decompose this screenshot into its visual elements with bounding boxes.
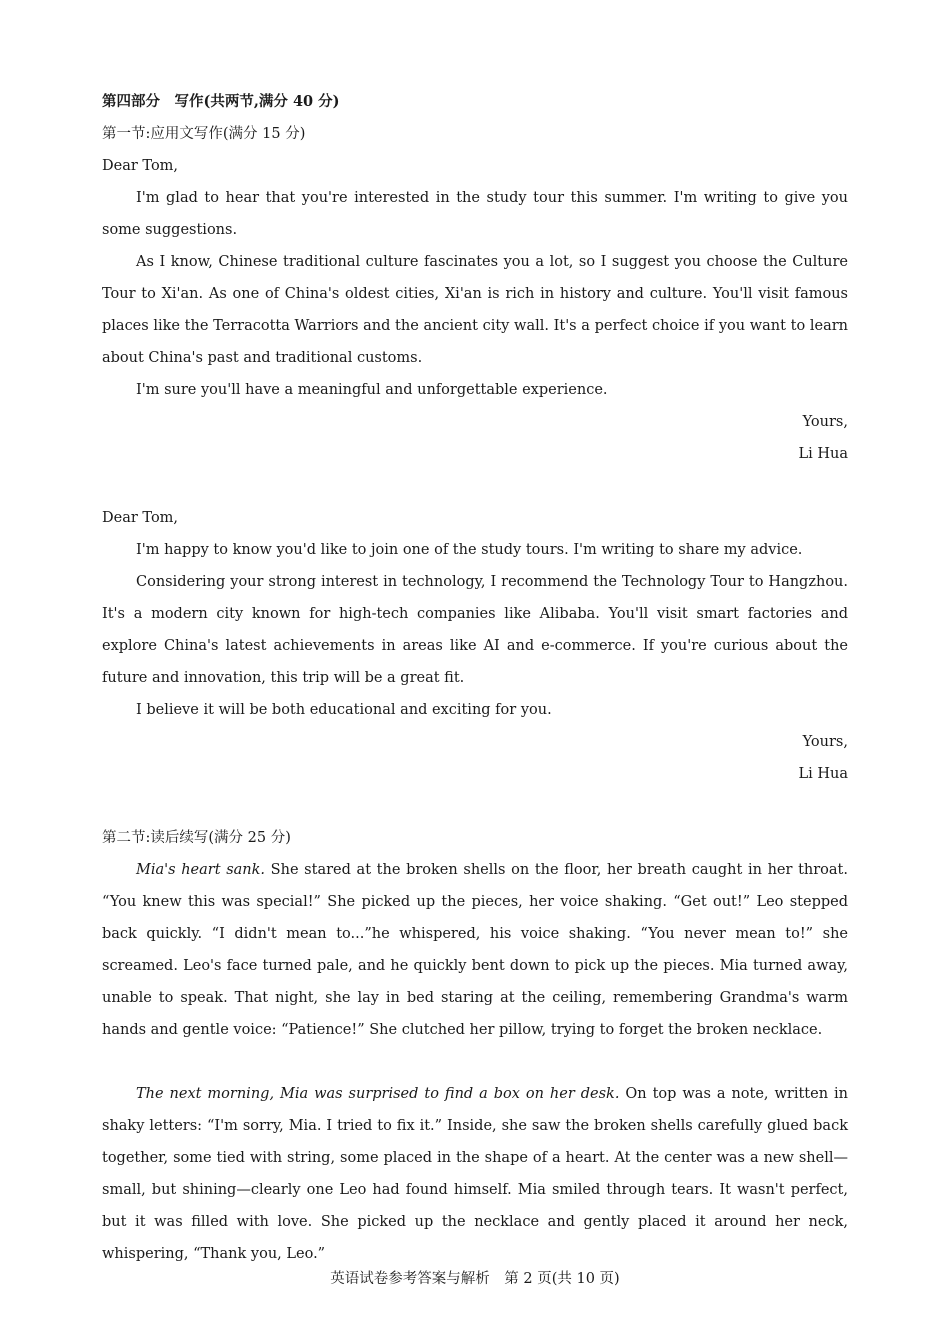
letter1-paragraph-2: As I know, Chinese traditional culture fascinates you a lot, so I suggest you choose the Culture Tour to Xi'an. As one of China's oldest cities, Xi'an is rich in history and culture. You'll visit famous places like the Terracotta Warriors and the ancient city wall. It's a perfect choice if you want to learn about China's past and traditional customs.: [102, 254, 848, 366]
letter1-signature: Li Hua: [798, 446, 848, 462]
story-paragraph-1: [102, 854, 848, 1046]
story-paragraph-1-lead: Mia's heart sank.: [136, 862, 266, 878]
letter1-paragraph-1: I'm glad to hear that you're interested in the study tour this summer. I'm writing to give you some suggestions.: [102, 190, 848, 238]
letter-2: [102, 502, 848, 790]
letter2-paragraph-1: I'm happy to know you'd like to join one of the study tours. I'm writing to share my advice.: [136, 542, 803, 558]
section-title: 第四部分 写作(共两节,满分 40 分): [102, 93, 340, 110]
letter2-closing: Yours,: [802, 734, 848, 750]
letter2-signature: Li Hua: [798, 766, 848, 782]
story-paragraph-2-body: On top was a note, written in shaky letters: “I'm sorry, Mia. I tried to fix it.” Inside, she saw the broken shells carefully glued back together, some tied with string, some placed in the shape of a heart. At the center was a new shell—small, but shining—clearly one Leo had found himself. Mia smiled through tears. It wasn't perfect, but it was filled with love. She picked up the necklace and gently placed it around her neck, whispering, “Thank you, Leo.”: [102, 1086, 848, 1262]
story-paragraph-1-body: She stared at the broken shells on the floor, her breath caught in her throat. “You knew this was special!” She picked up the pieces, her voice shaking. “Get out!” Leo stepped back quickly. “I didn't mean to...”he whispered, his voice shaking. “You never mean to!” she screamed. Leo's face turned pale, and he quickly bent down to pick up the pieces. Mia turned away, unable to speak. That night, she lay in bed staring at the ceiling, remembering Grandma's warm hands and gentle voice: “Patience!” She clutched her pillow, trying to forget the broken necklace.: [102, 862, 848, 1038]
spacer: [102, 790, 848, 822]
letter2-paragraph-3: I believe it will be both educational and exciting for you.: [136, 702, 552, 718]
letter2-greeting: Dear Tom,: [102, 510, 179, 526]
spacer: [102, 470, 848, 502]
spacer: [102, 1046, 848, 1078]
part2-title: 第二节:读后续写(满分 25 分): [102, 830, 291, 846]
letter1-paragraph-3: I'm sure you'll have a meaningful and unforgettable experience.: [136, 382, 608, 398]
page-footer: 英语试卷参考答案与解析 第 2 页(共 10 页): [330, 1271, 620, 1287]
letter-1: [102, 150, 848, 470]
part1-title: 第一节:应用文写作(满分 15 分): [102, 126, 306, 142]
story-paragraph-2: [102, 1078, 848, 1270]
story-paragraph-2-lead: The next morning, Mia was surprised to find a box on her desk.: [136, 1086, 620, 1102]
continuation-writing: [102, 822, 848, 1270]
answer-page: [102, 86, 848, 1270]
letter1-greeting: Dear Tom,: [102, 158, 179, 174]
letter1-closing: Yours,: [802, 414, 848, 430]
letter2-paragraph-2: Considering your strong interest in technology, I recommend the Technology Tour to Hangzhou. It's a modern city known for high-tech companies like Alibaba. You'll visit smart factories and explore China's latest achievements in areas like AI and e-commerce. If you're curious about the future and innovation, this trip will be a great fit.: [102, 574, 848, 686]
